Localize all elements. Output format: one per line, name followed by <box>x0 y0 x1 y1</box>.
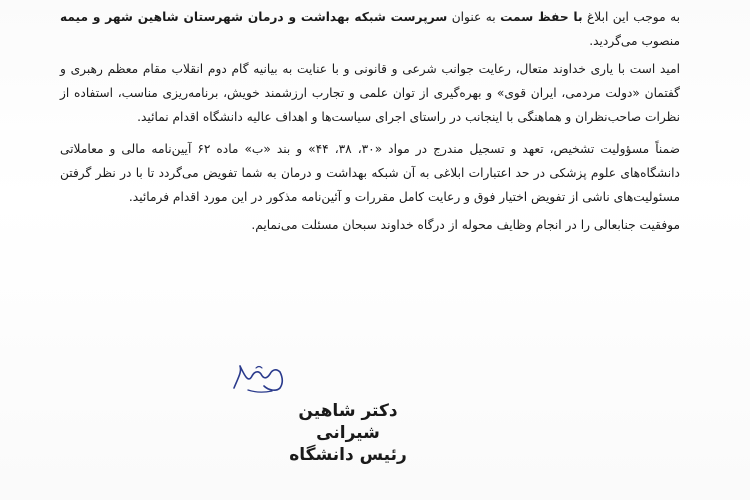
signer-name: دکتر شاهین شیرانی <box>298 401 398 443</box>
paragraph-appointment <box>60 5 680 53</box>
appointment-text-start: به موجب این ابلاغ <box>582 10 680 24</box>
appointment-text-end: منصوب می‌گردید. <box>589 34 680 48</box>
signer-block <box>268 400 428 466</box>
paragraph-delegation: ضمناً مسؤولیت تشخیص، تعهد و تسجیل مندرج در مواد «۳۰، ۳۸، ۴۴» و بند «ب» ماده ۶۲ آیین‌نامه مالی و معاملاتی دانشگاه‌های علوم پزشکی در حد اعتبارات ابلاغی به آن شبکه بهداشت و درمان به شما تفویض می‌گردد تا با در نظر گرفتن مسئولیت‌های ناشی از تفویض اختیار فوق و رعایت کامل مقررات و آئین‌نامه مذکور در این مورد اقدام فرمائید. <box>60 142 680 204</box>
letter-body <box>60 5 680 245</box>
handwritten-signature <box>228 360 288 396</box>
appointment-role: سرپرست شبکه بهداشت و درمان شهرستان شاهین شهر و میمه <box>60 10 448 24</box>
appointment-text-middle: به عنوان <box>447 10 501 24</box>
paragraph-expectations: امید است با یاری خداوند متعال، رعایت جوانب شرعی و قانونی و با عنایت به بیانیه گام دوم انقلاب مقام معظم رهبری و گفتمان «دولت مردمی، ایران قوی» و بهره‌گیری از توان علمی و تجارب ارزشمند خویش، برنامه‌ریزی مناسب، استفاده از نظرات صاحب‌نظران و هماهنگی با اینجانب در راستای اجرای سیاست‌ها و اهداف عالیه دانشگاه اقدام نمائید. <box>60 62 680 124</box>
paragraph-closing: موفقیت جنابعالی را در انجام وظایف محوله از درگاه خداوند سبحان مسئلت می‌نمایم. <box>251 218 680 232</box>
appointment-retain-position: با حفظ سمت <box>500 10 583 24</box>
signer-title: رئیس دانشگاه <box>289 445 407 465</box>
